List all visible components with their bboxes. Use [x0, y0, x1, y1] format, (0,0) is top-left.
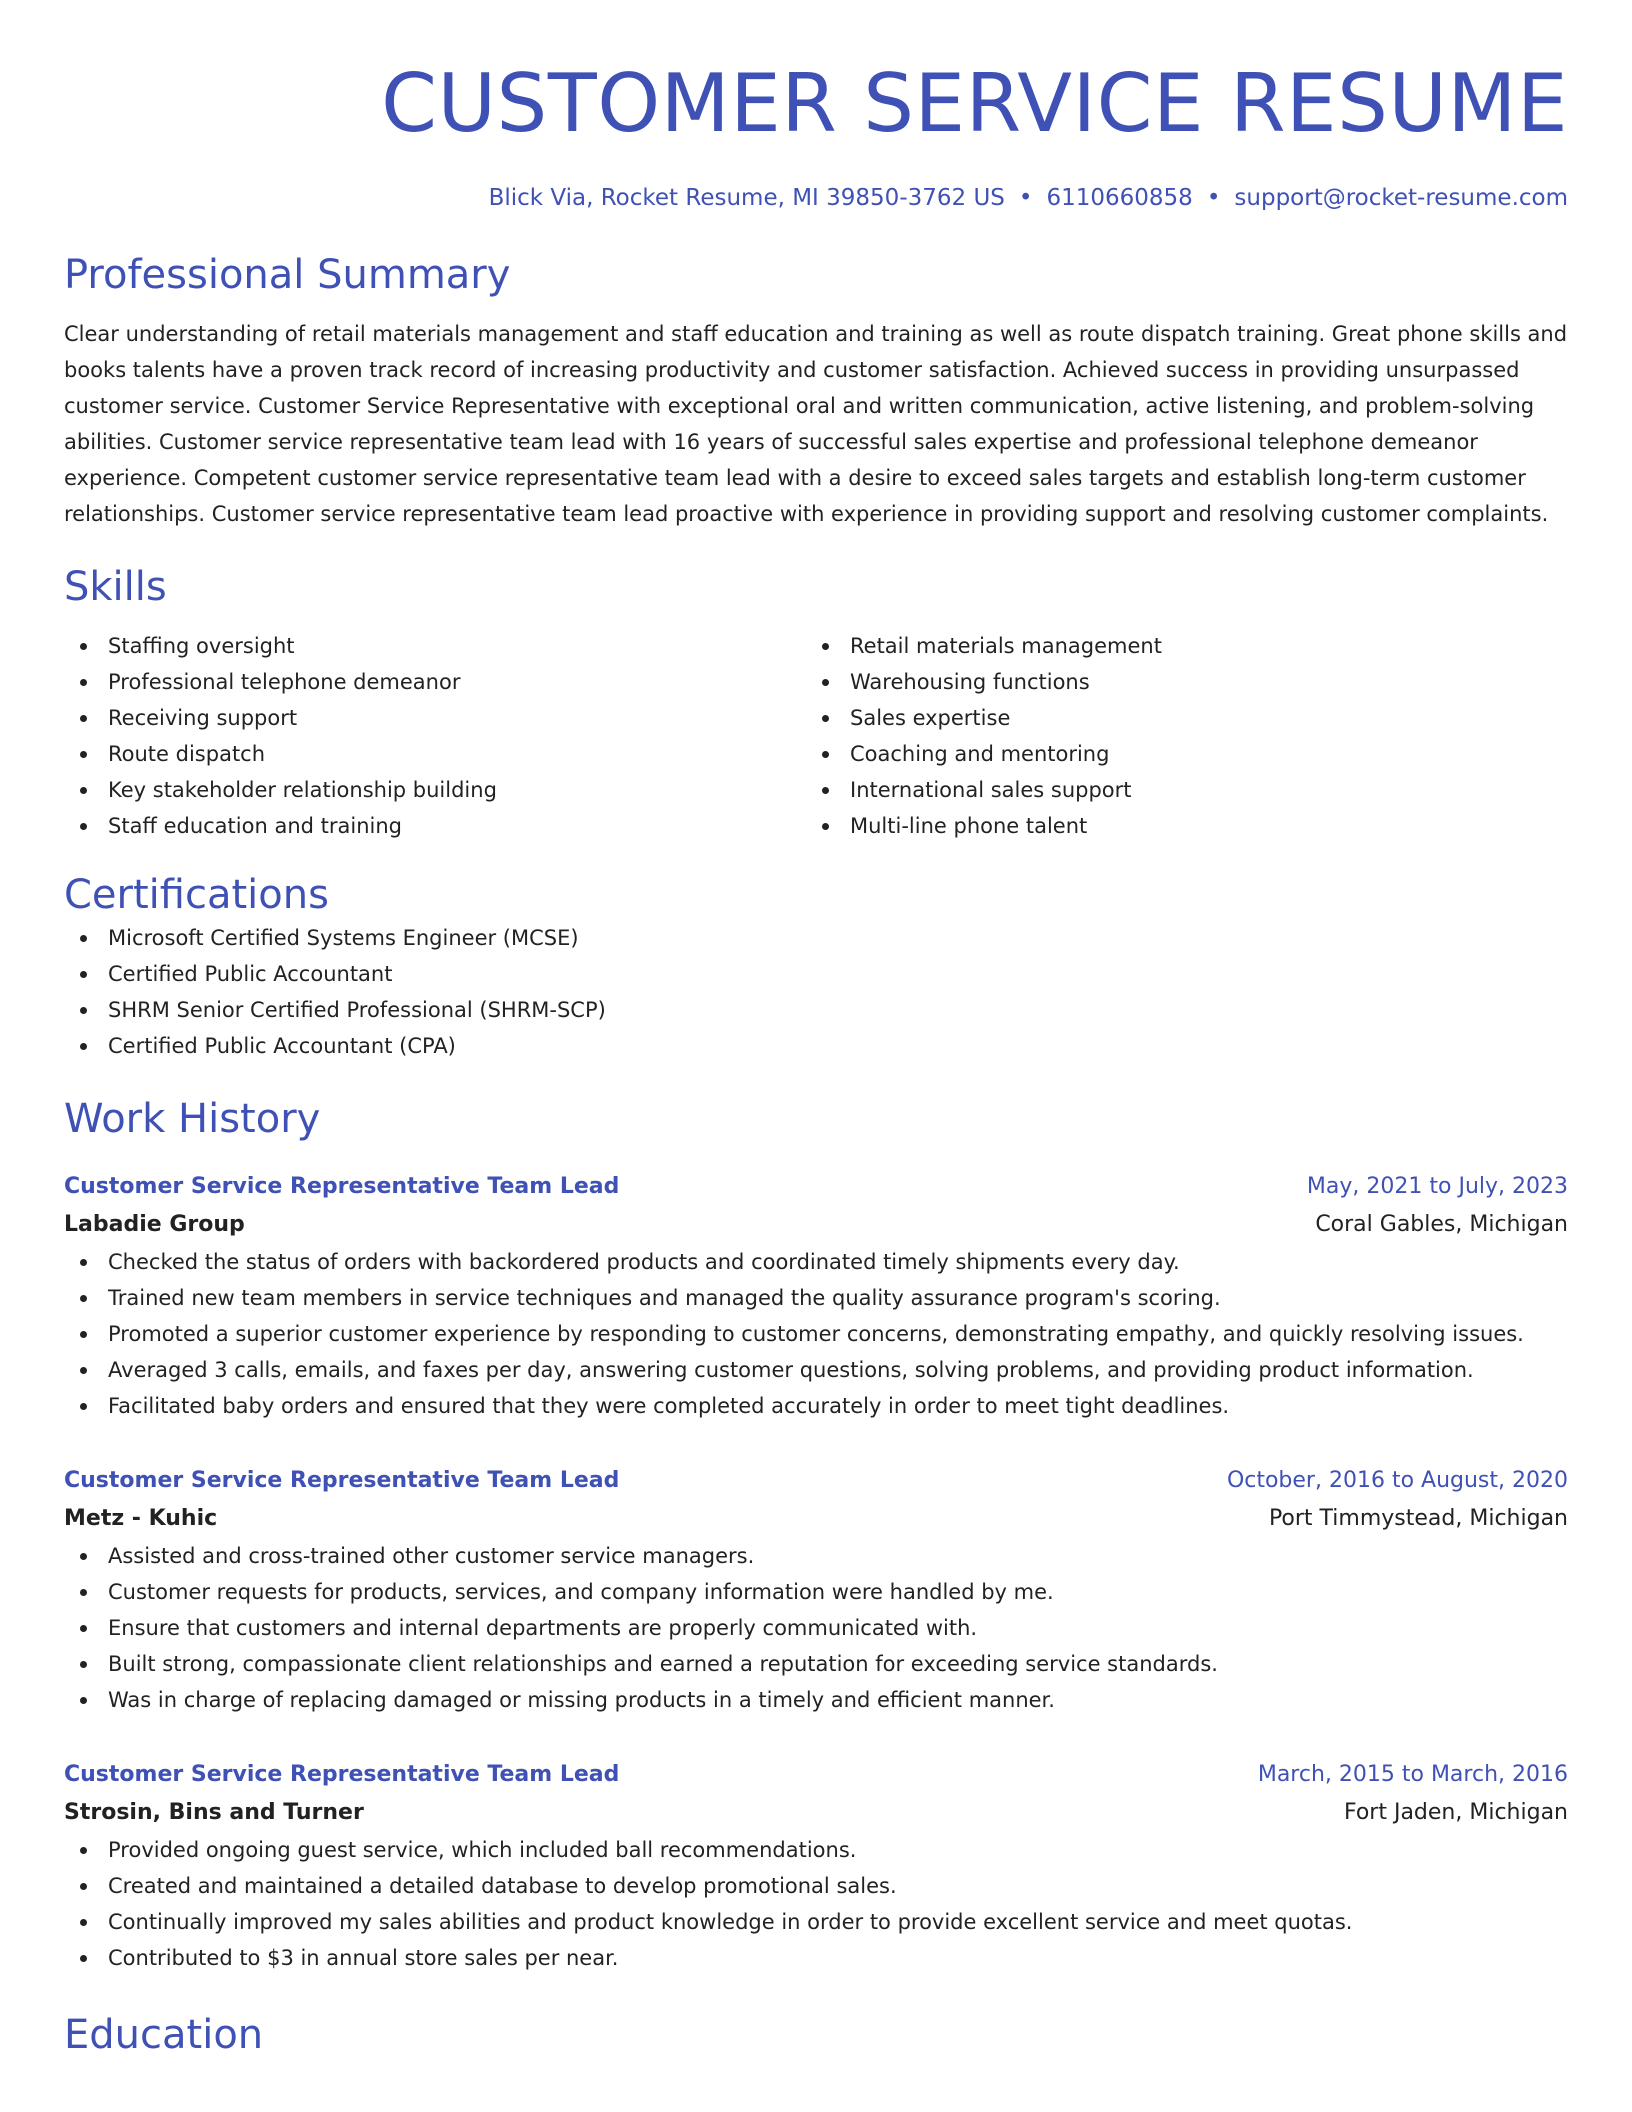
certification-label: Certified Public Accountant — [108, 962, 393, 986]
skill-item — [64, 736, 806, 772]
job-location: Coral Gables, Michigan — [1315, 1212, 1568, 1237]
certification-label: SHRM Senior Certified Professional (SHRM-SCP) — [108, 998, 606, 1022]
job-duty-item — [64, 1538, 1568, 1574]
skill-label: Professional telephone demeanor — [108, 670, 461, 694]
resume-header — [64, 0, 1568, 214]
job-duties-list — [64, 1244, 1568, 1424]
certifications-heading: Certifications — [64, 872, 329, 918]
bullet-icon — [80, 1259, 87, 1266]
bullet-icon — [80, 1403, 87, 1410]
job-duty-text: Contributed to $3 in annual store sales per near. — [108, 1946, 619, 1970]
bullet-icon — [80, 1007, 87, 1014]
bullet-icon — [822, 715, 829, 722]
skill-item — [64, 664, 806, 700]
job-entry — [64, 1756, 1568, 1976]
work-history-heading: Work History — [64, 1096, 321, 1142]
job-duty-text: Continually improved my sales abilities and product knowledge in order to provide excellent service and meet quotas. — [108, 1910, 1353, 1934]
job-duty-text: Facilitated baby orders and ensured that they were completed accurately in order to meet tight deadlines. — [108, 1394, 1230, 1418]
skills-columns — [64, 628, 1568, 844]
bullet-icon — [80, 935, 87, 942]
certification-item — [64, 920, 1568, 956]
bullet-icon — [80, 787, 87, 794]
skills-list-right — [806, 628, 1548, 844]
bullet-icon — [80, 679, 87, 686]
job-duty-text: Averaged 3 calls, emails, and faxes per day, answering customer questions, solving problems, and providing product information. — [108, 1358, 1474, 1382]
bullet-icon — [80, 1883, 87, 1890]
job-location: Fort Jaden, Michigan — [1343, 1800, 1568, 1825]
skill-label: Key stakeholder relationship building — [108, 778, 497, 802]
skill-label: Warehousing functions — [850, 670, 1090, 694]
job-entry — [64, 1168, 1568, 1424]
job-company: Metz - Kuhic — [64, 1506, 218, 1531]
job-duty-text: Ensure that customers and internal departments are properly communicated with. — [108, 1616, 978, 1640]
skills-list-left — [64, 628, 806, 844]
job-duty-item — [64, 1646, 1568, 1682]
skill-item — [64, 772, 806, 808]
certifications-list — [64, 920, 1568, 1064]
contact-line — [64, 182, 1568, 214]
job-title: Customer Service Representative Team Lead — [64, 1174, 620, 1199]
job-dates: October, 2016 to August, 2020 — [1226, 1468, 1568, 1493]
job-company: Strosin, Bins and Turner — [64, 1800, 364, 1825]
job-subheader-row — [64, 1794, 1568, 1832]
job-duties-list — [64, 1538, 1568, 1718]
bullet-icon — [80, 1553, 87, 1560]
job-duty-text: Provided ongoing guest service, which included ball recommendations. — [108, 1838, 857, 1862]
job-entry — [64, 1462, 1568, 1718]
bullet-icon — [822, 643, 829, 650]
job-duty-item — [64, 1574, 1568, 1610]
contact-phone[interactable]: 6110660858 — [1046, 185, 1193, 211]
bullet-icon — [80, 1295, 87, 1302]
skill-label: Staffing oversight — [108, 634, 295, 658]
professional-summary-heading: Professional Summary — [64, 252, 511, 298]
bullet-icon — [80, 1697, 87, 1704]
job-duty-text: Built strong, compassionate client relationships and earned a reputation for exceeding service standards. — [108, 1652, 1218, 1676]
skill-item — [806, 628, 1548, 664]
bullet-icon — [80, 823, 87, 830]
education-heading: Education — [64, 2012, 264, 2058]
skill-label: Coaching and mentoring — [850, 742, 1110, 766]
contact-address: Blick Via, Rocket Resume, MI 39850-3762 US — [488, 185, 1005, 211]
skills-column-right — [806, 628, 1548, 844]
job-duty-text: Assisted and cross-trained other customer service managers. — [108, 1544, 755, 1568]
skill-label: Sales expertise — [850, 706, 1011, 730]
certification-label: Certified Public Accountant (CPA) — [108, 1034, 456, 1058]
skill-label: Route dispatch — [108, 742, 266, 766]
skill-label: International sales support — [850, 778, 1132, 802]
skill-item — [806, 700, 1548, 736]
job-title: Customer Service Representative Team Lead — [64, 1468, 620, 1493]
certification-item — [64, 1028, 1568, 1064]
skills-column-left — [64, 628, 806, 844]
job-duty-text: Was in charge of replacing damaged or missing products in a timely and efficient manner. — [108, 1688, 1055, 1712]
contact-email[interactable]: support@rocket-resume.com — [1234, 185, 1568, 211]
skill-item — [806, 736, 1548, 772]
skill-item — [806, 772, 1548, 808]
job-duty-item — [64, 1682, 1568, 1718]
bullet-icon — [80, 1331, 87, 1338]
job-duty-item — [64, 1832, 1568, 1868]
job-duty-text: Customer requests for products, services, and company information were handled by me. — [108, 1580, 1054, 1604]
job-duty-item — [64, 1940, 1568, 1976]
bullet-icon — [80, 1661, 87, 1668]
contact-separator: • — [1018, 185, 1033, 211]
bullet-icon — [80, 1847, 87, 1854]
job-subheader-row — [64, 1500, 1568, 1538]
skills-heading: Skills — [64, 564, 167, 610]
bullet-icon — [822, 751, 829, 758]
skill-item — [64, 628, 806, 664]
job-duty-item — [64, 1280, 1568, 1316]
job-header-row — [64, 1462, 1568, 1500]
job-dates: March, 2015 to March, 2016 — [1257, 1762, 1568, 1787]
job-title: Customer Service Representative Team Lead — [64, 1762, 620, 1787]
skill-label: Multi-line phone talent — [850, 814, 1088, 838]
job-duty-text: Promoted a superior customer experience by responding to customer concerns, demonstrating empathy, and quickly resolving issues. — [108, 1322, 1524, 1346]
job-company: Labadie Group — [64, 1212, 245, 1237]
job-duty-item — [64, 1352, 1568, 1388]
job-duty-item — [64, 1904, 1568, 1940]
skill-label: Receiving support — [108, 706, 298, 730]
job-duty-item — [64, 1316, 1568, 1352]
skill-label: Retail materials management — [850, 634, 1162, 658]
bullet-icon — [80, 1919, 87, 1926]
bullet-icon — [80, 715, 87, 722]
certification-item — [64, 956, 1568, 992]
skill-item — [64, 808, 806, 844]
contact-separator: • — [1206, 185, 1221, 211]
professional-summary-text: Clear understanding of retail materials management and staff education and training as well as route dispatch training. Great phone skills and books talents have a proven track record of increasing productivity and customer satisfaction. Achieved success in providing unsurpassed customer service. Customer Service Representative with exceptional oral and written communication, active listening, and problem-solving abilities. Customer service representative team lead with 16 years of successful sales expertise and professional telephone demeanor experience. Competent customer service representative team lead with a desire to exceed sales targets and establish long-term customer relationships. Customer service representative team lead proactive with experience in providing support and resolving customer complaints. — [64, 322, 1568, 526]
skill-item — [806, 664, 1548, 700]
job-duty-item — [64, 1388, 1568, 1424]
bullet-icon — [80, 643, 87, 650]
job-location: Port Timmystead, Michigan — [1268, 1506, 1568, 1531]
job-duty-text: Created and maintained a detailed database to develop promotional sales. — [108, 1874, 897, 1898]
bullet-icon — [80, 971, 87, 978]
skill-item — [806, 808, 1548, 844]
job-duty-item — [64, 1868, 1568, 1904]
bullet-icon — [822, 787, 829, 794]
job-duty-text: Trained new team members in service techniques and managed the quality assurance program's scoring. — [108, 1286, 1221, 1310]
job-header-row — [64, 1756, 1568, 1794]
resume-title: CUSTOMER SERVICE RESUME — [381, 57, 1568, 150]
job-duty-text: Checked the status of orders with backordered products and coordinated timely shipments every day. — [108, 1250, 1180, 1274]
skill-item — [64, 700, 806, 736]
job-dates: May, 2021 to July, 2023 — [1306, 1174, 1568, 1199]
job-duty-item — [64, 1244, 1568, 1280]
bullet-icon — [822, 823, 829, 830]
job-subheader-row — [64, 1206, 1568, 1244]
job-duty-item — [64, 1610, 1568, 1646]
bullet-icon — [80, 1625, 87, 1632]
bullet-icon — [80, 1955, 87, 1962]
bullet-icon — [822, 679, 829, 686]
skill-label: Staff education and training — [108, 814, 402, 838]
resume-page — [64, 0, 1568, 2060]
bullet-icon — [80, 1589, 87, 1596]
certification-item — [64, 992, 1568, 1028]
certification-label: Microsoft Certified Systems Engineer (MCSE) — [108, 926, 579, 950]
bullet-icon — [80, 751, 87, 758]
bullet-icon — [80, 1043, 87, 1050]
job-header-row — [64, 1168, 1568, 1206]
bullet-icon — [80, 1367, 87, 1374]
job-duties-list — [64, 1832, 1568, 1976]
